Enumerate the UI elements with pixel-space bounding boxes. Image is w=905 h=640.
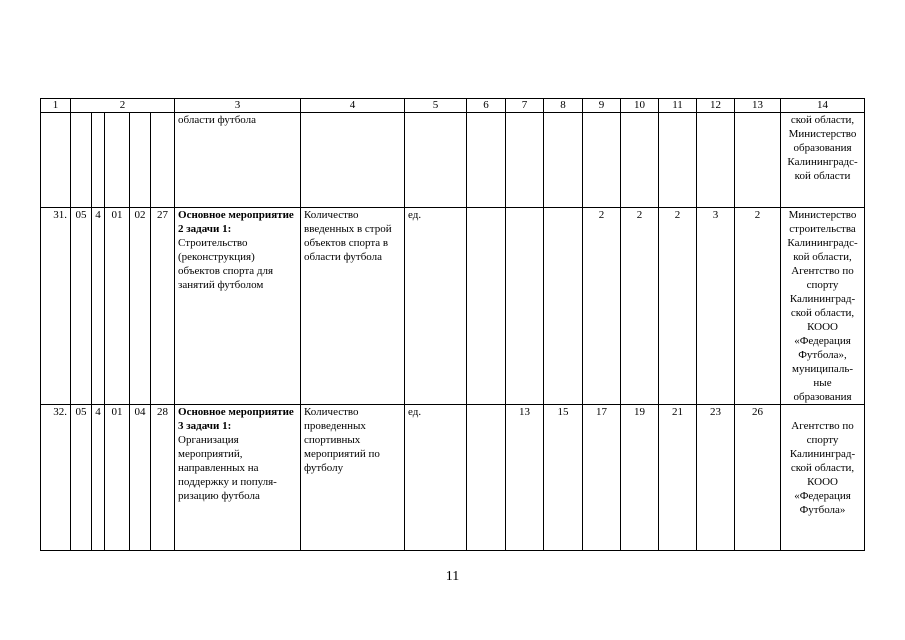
event-cell — [175, 113, 301, 208]
event-text: области футбола — [178, 114, 257, 126]
value-cell — [735, 113, 781, 208]
table-row — [41, 208, 865, 405]
value-cell: 2 — [583, 208, 621, 405]
header-cell-1: 1 — [41, 99, 71, 113]
header-cell-11: 11 — [659, 99, 697, 113]
indicator-cell: Количество введенных в строй объектов спорта в области футбола — [301, 208, 405, 405]
page-number: 11 — [445, 569, 460, 584]
code-cell: 4 — [92, 405, 105, 551]
code-cell: 02 — [130, 208, 151, 405]
value-cell: 13 — [506, 405, 544, 551]
row-number — [41, 113, 71, 208]
code-cell — [105, 113, 130, 208]
header-cell-10: 10 — [621, 99, 659, 113]
event-text: Строительство (реконструкция) объектов спорта для занятий футболом — [178, 237, 274, 291]
header-cell-6: 6 — [467, 99, 506, 113]
value-cell: 2 — [735, 208, 781, 405]
executor-cell: Агентство по спорту Калининград-ской области, КООО «Федерация Футбола» — [781, 405, 865, 551]
header-cell-3: 3 — [175, 99, 301, 113]
value-cell — [467, 208, 506, 405]
event-text: Организация мероприятий, направленных на поддержку и популя-ризацию футбола — [178, 434, 277, 502]
value-cell — [697, 113, 735, 208]
header-cell-13: 13 — [735, 99, 781, 113]
value-cell — [506, 208, 544, 405]
value-cell — [467, 405, 506, 551]
value-cell — [467, 113, 506, 208]
value-cell: 3 — [697, 208, 735, 405]
executor-cell: Министерство строительства Калининградс-кой области, Агентство по спорту Калининград-ской области, КООО «Федерация Футбола», муниципаль-ные образования — [781, 208, 865, 405]
event-title: Основное мероприятие 2 задачи 1: — [178, 209, 294, 235]
code-cell — [92, 113, 105, 208]
unit-cell: ед. — [405, 208, 467, 405]
row-number: 31. — [41, 208, 71, 405]
header-cell-5: 5 — [405, 99, 467, 113]
value-cell — [659, 113, 697, 208]
value-cell — [544, 113, 583, 208]
unit-cell: ед. — [405, 405, 467, 551]
row-number: 32. — [41, 405, 71, 551]
code-cell — [130, 113, 151, 208]
header-cell-7: 7 — [506, 99, 544, 113]
header-row — [41, 99, 865, 113]
header-cell-4: 4 — [301, 99, 405, 113]
code-cell: 28 — [151, 405, 175, 551]
value-cell: 21 — [659, 405, 697, 551]
value-cell: 2 — [621, 208, 659, 405]
code-cell: 01 — [105, 405, 130, 551]
code-cell: 4 — [92, 208, 105, 405]
indicator-cell — [301, 113, 405, 208]
table-row — [41, 405, 865, 551]
code-cell: 05 — [71, 208, 92, 405]
header-cell-2: 2 — [71, 99, 175, 113]
header-cell-9: 9 — [583, 99, 621, 113]
table-row — [41, 113, 865, 208]
code-cell: 05 — [71, 405, 92, 551]
event-title: Основное мероприятие 3 задачи 1: — [178, 406, 294, 432]
value-cell — [621, 113, 659, 208]
value-cell: 17 — [583, 405, 621, 551]
value-cell: 19 — [621, 405, 659, 551]
value-cell: 15 — [544, 405, 583, 551]
header-cell-12: 12 — [697, 99, 735, 113]
event-cell — [175, 405, 301, 551]
code-cell — [71, 113, 92, 208]
code-cell: 04 — [130, 405, 151, 551]
event-cell — [175, 208, 301, 405]
value-cell: 23 — [697, 405, 735, 551]
indicator-cell: Количество проведенных спортивных мероприятий по футболу — [301, 405, 405, 551]
value-cell — [583, 113, 621, 208]
code-cell: 27 — [151, 208, 175, 405]
code-cell — [151, 113, 175, 208]
executor-cell: ской области, Министерство образования Калининградс-кой области — [781, 113, 865, 208]
unit-cell — [405, 113, 467, 208]
value-cell: 2 — [659, 208, 697, 405]
code-cell: 01 — [105, 208, 130, 405]
value-cell — [506, 113, 544, 208]
header-cell-8: 8 — [544, 99, 583, 113]
value-cell: 26 — [735, 405, 781, 551]
program-table — [40, 98, 865, 551]
header-cell-14: 14 — [781, 99, 865, 113]
value-cell — [544, 208, 583, 405]
